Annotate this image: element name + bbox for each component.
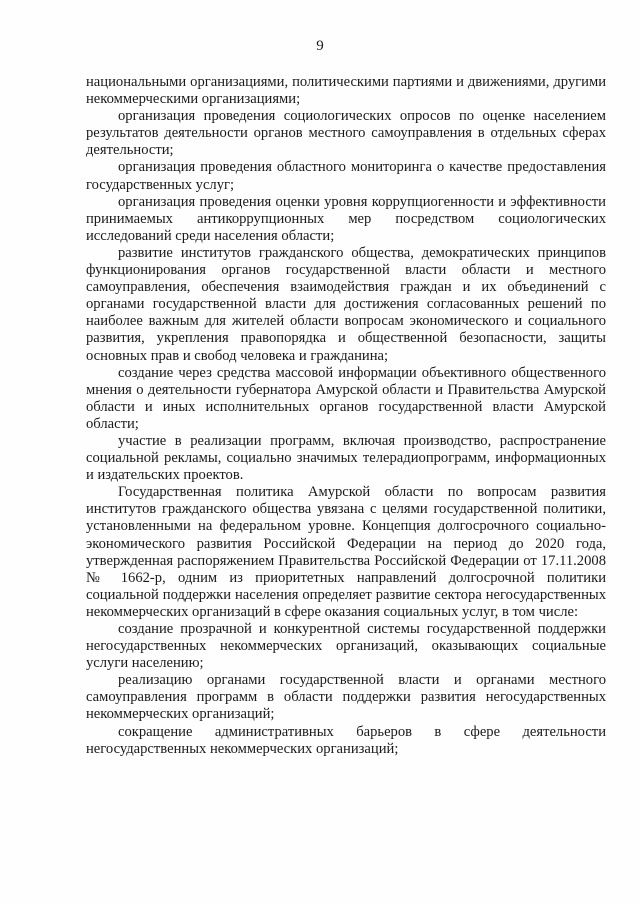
paragraph-4: организация проведения оценки уровня коррупциогенности и эффективности принимаемых антикоррупционных мер посредством социологических исследований среди населения области; <box>86 193 606 244</box>
paragraph-8: Государственная политика Амурской области по вопросам развития институтов гражданского общества увязана с целями государственной политики, установленными на федеральном уровне. Концепция долгосрочного социально-экономического развития Российской Федерации на период до 2020 года, утвержденная распоряжением Правительства Российской Федерации от 17.11.2008 № 1662-р, одним из приоритетных направлений долгосрочной политики социальной поддержки населения определяет развитие сектора негосударственных некоммерческих организаций в сфере оказания социальных услуг, в том числе: <box>86 484 606 620</box>
paragraph-9: создание прозрачной и конкурентной системы государственной поддержки негосударственных некоммерческих организаций, оказывающих социальные услуги населению; <box>86 621 606 672</box>
paragraph-11: сокращение административных барьеров в сфере деятельности негосударственных некоммерческих организаций; <box>86 723 606 757</box>
document-body <box>86 74 606 758</box>
paragraph-7: участие в реализации программ, включая производство, распространение социальной рекламы, социально значимых телерадиопрограмм, информационных и издательских проектов. <box>86 432 606 484</box>
paragraph-1: национальными организациями, политическими партиями и движениями, другими некоммерческими организациями; <box>86 74 606 108</box>
paragraph-5: развитие институтов гражданского общества, демократических принципов функционирования органов государственной власти области и местного самоуправления, обеспечения взаимодействия граждан и их объединений с органами государственной власти для достижения согласованных решений по наиболее важным для жителей области вопросам экономического и социального развития, укрепления правопорядка и общественной безопасности, защиты основных прав и свобод человека и гражданина; <box>86 244 606 364</box>
paragraph-3: организация проведения областного мониторинга о качестве предоставления государственных услуг; <box>86 159 606 193</box>
paragraph-2: организация проведения социологических опросов по оценке населением результатов деятельности органов местного самоуправления в отдельных сферах деятельности; <box>86 108 606 159</box>
page-number: 9 <box>316 38 324 54</box>
paragraph-10: реализацию органами государственной власти и органами местного самоуправления программ в области поддержки развития негосударственных некоммерческих организаций; <box>86 672 606 723</box>
paragraph-6: создание через средства массовой информации объективного общественного мнения о деятельности губернатора Амурской области и Правительства Амурской области и иных исполнительных органов государственной власти Амурской области; <box>86 364 606 432</box>
